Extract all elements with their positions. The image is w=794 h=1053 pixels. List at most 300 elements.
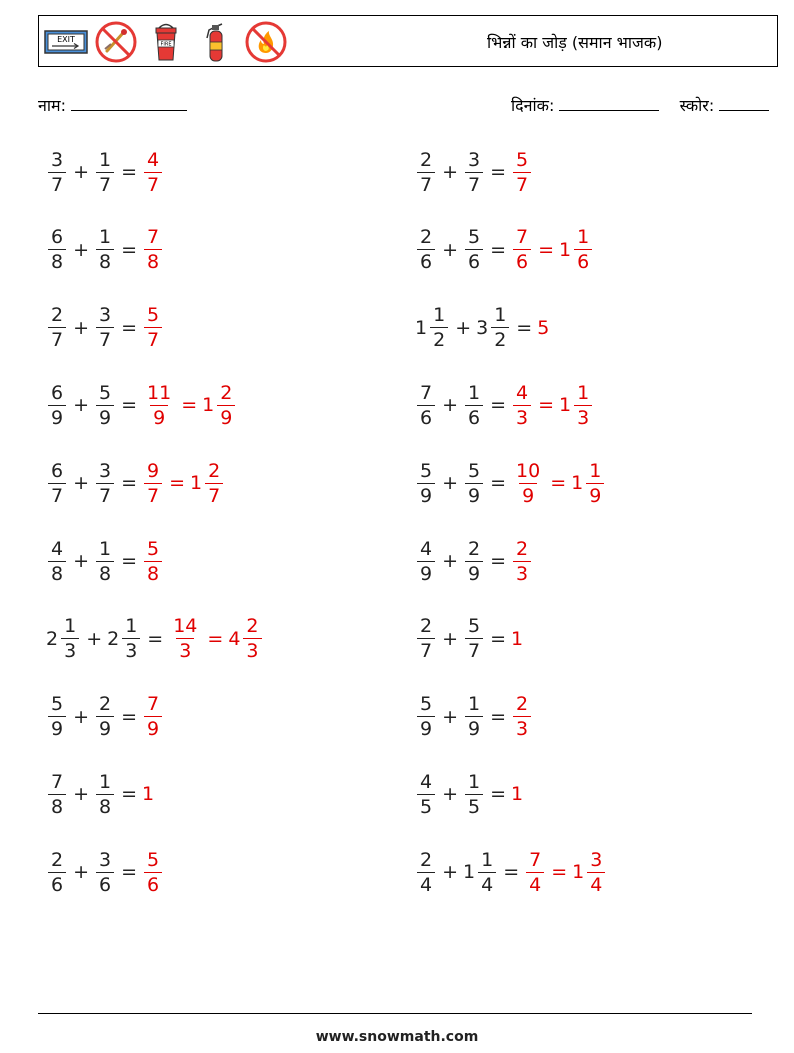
problem-18	[415, 764, 524, 824]
equals-sign: =	[490, 472, 507, 495]
whole-number: 2	[46, 627, 59, 650]
fraction	[465, 148, 483, 197]
problem-7	[46, 375, 237, 435]
numerator: 7	[529, 848, 542, 871]
denominator: 8	[48, 561, 66, 586]
numerator: 3	[51, 148, 64, 171]
plus-sign: +	[442, 705, 459, 728]
denominator: 9	[465, 561, 483, 586]
numerator: 1	[99, 770, 112, 793]
fraction	[417, 770, 435, 819]
equals-sign: =	[516, 316, 533, 339]
fraction	[96, 225, 114, 274]
answer	[537, 317, 550, 339]
answer-fraction	[144, 537, 162, 586]
answer-fraction	[513, 692, 531, 741]
fraction	[417, 692, 435, 741]
numerator: 4	[147, 148, 160, 171]
denominator: 3	[122, 638, 140, 663]
numerator: 5	[516, 148, 529, 171]
plus-sign: +	[442, 627, 459, 650]
footer-divider	[38, 1013, 752, 1014]
answer	[511, 537, 533, 586]
numerator: 5	[147, 537, 160, 560]
numerator: 2	[516, 537, 529, 560]
answer-fraction	[574, 225, 592, 274]
answer-fraction	[526, 848, 544, 897]
plus-sign: +	[86, 627, 103, 650]
numerator: 1	[468, 770, 481, 793]
denominator: 8	[96, 249, 114, 274]
numerator: 5	[468, 459, 481, 482]
denominator: 7	[144, 327, 162, 352]
denominator: 9	[217, 405, 235, 430]
numerator: 7	[147, 226, 160, 249]
denominator: 4	[478, 872, 496, 897]
fraction	[122, 614, 140, 663]
denominator: 3	[513, 561, 531, 586]
plus-sign: +	[73, 316, 90, 339]
numerator: 2	[516, 693, 529, 716]
answer-fraction	[513, 381, 531, 430]
fraction	[61, 614, 79, 663]
whole-number: 4	[228, 627, 241, 650]
fraction	[465, 537, 483, 586]
fraction	[465, 225, 483, 274]
denominator: 7	[144, 172, 162, 197]
plus-sign: +	[73, 705, 90, 728]
answer-equals-sign: =	[169, 472, 186, 495]
equals-sign: =	[121, 238, 138, 261]
answer	[168, 614, 263, 663]
denominator: 9	[144, 716, 162, 741]
fraction	[417, 614, 435, 663]
fraction	[96, 381, 114, 430]
denominator: 3	[513, 405, 531, 430]
denominator: 7	[48, 483, 66, 508]
answer	[142, 303, 164, 352]
answer	[142, 459, 225, 508]
denominator: 6	[417, 405, 435, 430]
plus-sign: +	[73, 394, 90, 417]
numerator: 2	[246, 615, 259, 638]
plus-sign: +	[442, 472, 459, 495]
worksheet-title: भिन्नों का जोड़ (समान भाजक)	[487, 33, 663, 52]
numerator: 1	[99, 537, 112, 560]
denominator: 9	[465, 483, 483, 508]
fraction	[417, 381, 435, 430]
problem-9	[46, 453, 225, 513]
answer-fraction	[513, 459, 543, 508]
numerator: 3	[99, 304, 112, 327]
denominator: 6	[96, 872, 114, 897]
answer-fraction	[144, 148, 162, 197]
denominator: 8	[48, 794, 66, 819]
equals-sign: =	[490, 627, 507, 650]
numerator: 5	[51, 693, 64, 716]
answer	[511, 459, 606, 508]
fraction	[96, 848, 114, 897]
fraction	[48, 303, 66, 352]
plus-sign: +	[442, 394, 459, 417]
denominator: 7	[144, 483, 162, 508]
fraction	[48, 692, 66, 741]
fraction	[417, 537, 435, 586]
fire-bucket-text: FIRE	[160, 41, 172, 48]
plus-sign: +	[455, 316, 472, 339]
numerator: 1	[494, 304, 507, 327]
numerator: 6	[51, 226, 64, 249]
denominator: 3	[176, 638, 194, 663]
answer-equals-sign: =	[551, 861, 568, 884]
numerator: 2	[208, 459, 221, 482]
answer	[511, 692, 533, 741]
fraction	[48, 848, 66, 897]
denominator: 3	[243, 638, 261, 663]
denominator: 9	[519, 483, 537, 508]
fraction	[465, 770, 483, 819]
denominator: 7	[465, 638, 483, 663]
numerator: 1	[99, 226, 112, 249]
fraction	[465, 459, 483, 508]
denominator: 4	[526, 872, 544, 897]
whole-number: 1	[511, 783, 524, 806]
numerator: 3	[99, 848, 112, 871]
plus-sign: +	[442, 783, 459, 806]
denominator: 8	[144, 249, 162, 274]
denominator: 6	[513, 249, 531, 274]
numerator: 7	[420, 381, 433, 404]
answer-fraction	[144, 225, 162, 274]
answer	[142, 225, 164, 274]
numerator: 2	[420, 226, 433, 249]
denominator: 3	[574, 405, 592, 430]
numerator: 2	[420, 615, 433, 638]
answer	[142, 848, 164, 897]
numerator: 10	[516, 459, 541, 482]
problem-19	[46, 842, 164, 902]
numerator: 5	[468, 615, 481, 638]
fraction	[465, 692, 483, 741]
problem-10	[415, 453, 606, 513]
numerator: 1	[64, 615, 77, 638]
denominator: 9	[465, 716, 483, 741]
denominator: 6	[574, 249, 592, 274]
problem-6	[415, 298, 550, 358]
fraction	[48, 148, 66, 197]
numerator: 2	[99, 693, 112, 716]
plus-sign: +	[442, 861, 459, 884]
problem-2	[415, 142, 533, 202]
answer-fraction	[243, 614, 261, 663]
fraction	[96, 537, 114, 586]
plus-sign: +	[442, 238, 459, 261]
plus-sign: +	[73, 161, 90, 183]
numerator: 1	[468, 693, 481, 716]
problem-11	[46, 531, 164, 591]
fraction	[96, 303, 114, 352]
whole-number: 5	[537, 316, 550, 339]
fraction	[417, 225, 435, 274]
denominator: 9	[417, 561, 435, 586]
numerator: 1	[577, 381, 590, 404]
denominator: 6	[48, 872, 66, 897]
numerator: 3	[590, 848, 603, 871]
numerator: 2	[51, 304, 64, 327]
answer	[524, 848, 607, 897]
numerator: 4	[51, 537, 64, 560]
fraction	[491, 303, 509, 352]
denominator: 7	[96, 327, 114, 352]
answer	[511, 381, 594, 430]
whole-number: 1	[190, 472, 203, 495]
answer-fraction	[586, 459, 604, 508]
denominator: 8	[144, 561, 162, 586]
denominator: 8	[96, 561, 114, 586]
denominator: 9	[150, 405, 168, 430]
answer-equals-sign: =	[207, 627, 224, 650]
numerator: 7	[51, 770, 64, 793]
denominator: 5	[465, 794, 483, 819]
problem-16	[415, 687, 533, 747]
equals-sign: =	[121, 550, 138, 572]
answer	[142, 537, 164, 586]
answer-equals-sign: =	[181, 394, 198, 417]
answer-fraction	[513, 537, 531, 586]
denominator: 9	[96, 716, 114, 741]
fraction	[430, 303, 448, 352]
denominator: 4	[417, 872, 435, 897]
answer-fraction	[144, 692, 162, 741]
numerator: 3	[99, 459, 112, 482]
numerator: 2	[468, 537, 481, 560]
denominator: 6	[465, 405, 483, 430]
denominator: 7	[96, 172, 114, 197]
fraction	[96, 770, 114, 819]
denominator: 9	[586, 483, 604, 508]
plus-sign: +	[73, 238, 90, 261]
denominator: 6	[144, 872, 162, 897]
denominator: 7	[205, 483, 223, 508]
numerator: 6	[51, 381, 64, 404]
problem-4	[415, 220, 594, 280]
numerator: 5	[147, 304, 160, 327]
fraction	[96, 148, 114, 197]
answer	[142, 148, 164, 197]
numerator: 5	[147, 848, 160, 871]
equals-sign: =	[121, 705, 138, 728]
problem-14	[415, 609, 524, 669]
equals-sign: =	[121, 472, 138, 495]
answer	[511, 148, 533, 197]
answer-fraction	[513, 148, 531, 197]
answer-fraction	[144, 848, 162, 897]
problem-1	[46, 142, 164, 202]
numerator: 2	[51, 848, 64, 871]
numerator: 1	[577, 226, 590, 249]
problem-15	[46, 687, 164, 747]
numerator: 5	[420, 693, 433, 716]
fraction	[465, 381, 483, 430]
answer-fraction	[574, 381, 592, 430]
numerator: 14	[173, 615, 198, 638]
answer-fraction	[205, 459, 223, 508]
denominator: 7	[96, 483, 114, 508]
answer	[142, 783, 155, 805]
answer-fraction	[513, 225, 531, 274]
denominator: 7	[48, 172, 66, 197]
denominator: 7	[417, 638, 435, 663]
answer-fraction	[587, 848, 605, 897]
numerator: 5	[99, 381, 112, 404]
denominator: 2	[491, 327, 509, 352]
equals-sign: =	[503, 861, 520, 884]
equals-sign: =	[121, 161, 138, 183]
numerator: 4	[420, 770, 433, 793]
equals-sign: =	[490, 394, 507, 417]
problem-13	[46, 609, 264, 669]
denominator: 7	[513, 172, 531, 197]
problem-17	[46, 764, 155, 824]
denominator: 5	[417, 794, 435, 819]
fraction	[48, 770, 66, 819]
answer-equals-sign: =	[550, 472, 567, 495]
equals-sign: =	[121, 861, 138, 884]
denominator: 2	[430, 327, 448, 352]
problem-3	[46, 220, 164, 280]
whole-number: 1	[415, 316, 428, 339]
denominator: 9	[48, 716, 66, 741]
denominator: 7	[465, 172, 483, 197]
equals-sign: =	[490, 705, 507, 728]
exit-sign-text: EXIT	[57, 35, 75, 44]
fraction	[478, 848, 496, 897]
fraction	[48, 459, 66, 508]
answer	[142, 692, 164, 741]
fraction	[96, 459, 114, 508]
fraction	[465, 614, 483, 663]
numerator: 7	[147, 693, 160, 716]
equals-sign: =	[490, 783, 507, 806]
numerator: 1	[589, 459, 602, 482]
whole-number: 1	[142, 783, 155, 806]
score-label: स्कोर:	[679, 96, 715, 115]
answer-fraction	[217, 381, 235, 430]
numerator: 5	[468, 226, 481, 249]
numerator: 1	[125, 615, 138, 638]
answer	[511, 628, 524, 650]
problem-8	[415, 375, 594, 435]
answer	[142, 381, 237, 430]
date-label: दिनांक:	[511, 96, 555, 115]
fraction	[417, 148, 435, 197]
plus-sign: +	[73, 861, 90, 884]
numerator: 1	[99, 148, 112, 171]
answer	[511, 225, 594, 274]
numerator: 4	[420, 537, 433, 560]
numerator: 2	[220, 381, 233, 404]
equals-sign: =	[490, 550, 507, 572]
equals-sign: =	[490, 161, 507, 183]
answer-fraction	[144, 459, 162, 508]
denominator: 7	[48, 327, 66, 352]
plus-sign: +	[442, 161, 459, 183]
denominator: 9	[48, 405, 66, 430]
whole-number: 1	[571, 472, 584, 495]
numerator: 4	[516, 381, 529, 404]
denominator: 6	[417, 249, 435, 274]
answer-fraction	[144, 381, 174, 430]
answer-equals-sign: =	[538, 238, 555, 261]
equals-sign: =	[121, 394, 138, 417]
denominator: 9	[96, 405, 114, 430]
equals-sign: =	[121, 316, 138, 339]
answer-fraction	[144, 303, 162, 352]
plus-sign: +	[73, 472, 90, 495]
denominator: 7	[417, 172, 435, 197]
numerator: 9	[147, 459, 160, 482]
plus-sign: +	[73, 550, 90, 572]
equals-sign: =	[121, 783, 138, 806]
whole-number: 1	[202, 394, 215, 417]
denominator: 3	[61, 638, 79, 663]
footer-url: www.snowmath.com	[315, 1029, 479, 1045]
numerator: 6	[51, 459, 64, 482]
numerator: 3	[468, 148, 481, 171]
numerator: 11	[147, 381, 172, 404]
numerator: 1	[468, 381, 481, 404]
equals-sign: =	[147, 627, 164, 650]
denominator: 9	[417, 483, 435, 508]
whole-number: 1	[559, 238, 572, 261]
name-label: नाम:	[38, 96, 66, 115]
numerator: 5	[420, 459, 433, 482]
whole-number: 1	[511, 627, 524, 650]
equals-sign: =	[490, 238, 507, 261]
numerator: 2	[420, 148, 433, 171]
problem-20	[415, 842, 607, 902]
whole-number: 1	[559, 394, 572, 417]
problem-5	[46, 298, 164, 358]
denominator: 6	[465, 249, 483, 274]
fraction	[417, 459, 435, 508]
denominator: 3	[513, 716, 531, 741]
fraction	[48, 381, 66, 430]
whole-number: 3	[476, 316, 489, 339]
problem-12	[415, 531, 533, 591]
answer-fraction	[170, 614, 200, 663]
fraction	[96, 692, 114, 741]
numerator: 2	[420, 848, 433, 871]
denominator: 9	[417, 716, 435, 741]
numerator: 1	[433, 304, 446, 327]
plus-sign: +	[442, 550, 459, 572]
whole-number: 2	[107, 627, 120, 650]
plus-sign: +	[73, 783, 90, 806]
answer	[511, 783, 524, 805]
denominator: 8	[48, 249, 66, 274]
fraction	[417, 848, 435, 897]
denominator: 8	[96, 794, 114, 819]
numerator: 1	[481, 848, 494, 871]
fraction	[48, 537, 66, 586]
numerator: 7	[516, 226, 529, 249]
denominator: 4	[587, 872, 605, 897]
whole-number: 1	[463, 861, 476, 884]
whole-number: 1	[572, 861, 585, 884]
fraction	[48, 225, 66, 274]
answer-equals-sign: =	[538, 394, 555, 417]
